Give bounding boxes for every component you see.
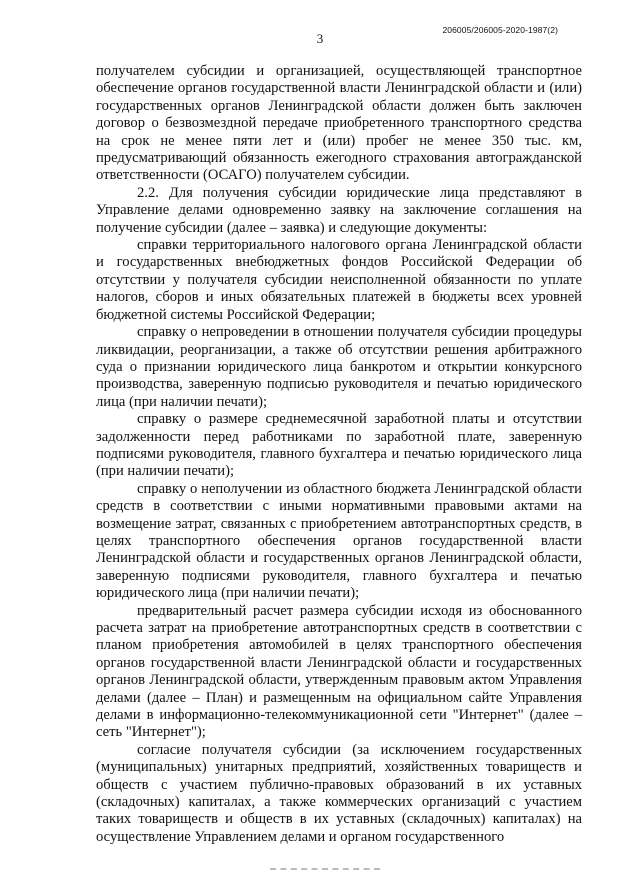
paragraph-budget-certificate: справку о неполучении из областного бюджета Ленинградской области средств в соответствии с иными нормативными правовыми актами на возмещение затрат, связанных с приобретением автотранспортных средств, в целях транспортного обеспечения органов государственной власти Ленинградской области и государственных органов Ленинградской области, заверенную подписями руководителя, главного бухгалтера и печатью юридического лица (при наличии печати); xyxy=(96,480,582,602)
paragraph-salary-certificate: справку о размере среднемесячной заработной платы и отсутствии задолженности перед работниками по заработной плате, заверенную подписями руководителя, главного бухгалтера и печатью юридического лица (при наличии печати); xyxy=(96,411,582,480)
paragraph-continuation: получателем субсидии и организацией, осуществляющей транспортное обеспечение органов государственной власти Ленинградской области и (или) государственных органов Ленинградской области должен быть заключен договор о безвозмездной передаче приобретенного транспортного средства на срок не менее пяти лет и (или) пробег не менее 350 тыс. км, предусматривающий обязанность ежегодного страхования автогражданской ответственности (ОСАГО) получателем субсидии. xyxy=(96,63,582,184)
paragraph-tax-certificate: справки территориального налогового органа Ленинградской области и государственных внебюджетных фондов Российской Федерации об отсутствии у получателя субсидии неисполненной обязанности по уплате налогов, сборов и иных обязательных платежей в бюджеты всех уровней бюджетной системы Российской Федерации; xyxy=(96,237,582,323)
paragraph-preliminary-calculation: предварительный расчет размера субсидии исходя из обоснованного расчета затрат на приобретение автотранспортных средств в соответствии с планом приобретения автомобилей в целях транспортного обеспечения органов государственной власти Ленинградской области и государственных органов Ленинградской области, утвержденным правовым актом Управления делами (далее – План) и размещенным на официальном сайте Управления делами в информационно-телекоммуникационной сети "Интернет" (далее – сеть "Интернет"); xyxy=(96,602,582,741)
paragraph-liquidation-certificate: справку о непроведении в отношении получателя субсидии процедуры ликвидации, реорганизации, а также об отсутствии решения арбитражного суда о признании юридического лица банкротом и открытии конкурсного производства, заверенную подписью руководителя и печатью юридического лица (при наличии печати); xyxy=(96,324,582,410)
page-number: 3 xyxy=(316,31,324,46)
body-text xyxy=(96,63,582,846)
scan-edge-mark xyxy=(270,868,380,873)
paragraph-recipient-consent: согласие получателя субсидии (за исключением государственных (муниципальных) унитарных предприятий, хозяйственных товариществ и обществ с участием публично-правовых образований в их уставных (складочных) капиталах, а также коммерческих организаций с участием таких товариществ и обществ в их уставных (складочных) капиталах) на осуществление Управлением делами и органом государственного xyxy=(96,741,582,845)
paragraph-clause-2-2: 2.2. Для получения субсидии юридические лица представляют в Управление делами одновременно заявку на заключение соглашения на получение субсидии (далее – заявка) и следующие документы: xyxy=(96,184,582,236)
document-reference: 206005/206005-2020-1987(2) xyxy=(442,25,558,35)
